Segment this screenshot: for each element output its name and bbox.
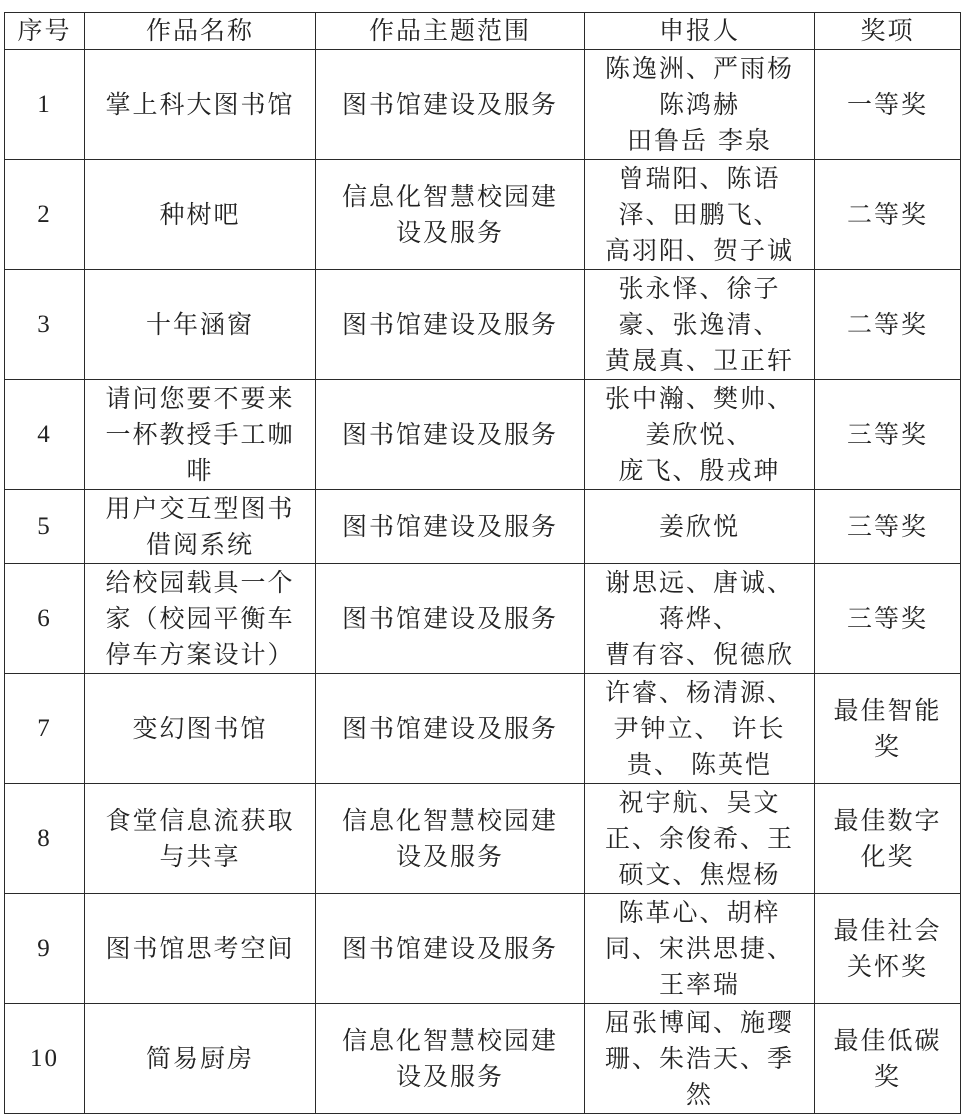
cell-theme-scope xyxy=(316,894,585,1004)
cell-applicants-line: 屈张博闻、施璎 xyxy=(604,1007,794,1037)
cell-applicants-line: 曹有容、倪德欣 xyxy=(604,639,794,669)
cell-work-name xyxy=(85,380,316,490)
cell-award-line: 关怀奖 xyxy=(846,951,928,981)
cell-applicants-line: 田鲁岳 李泉 xyxy=(627,125,772,155)
cell-applicants-line: 蒋烨、 xyxy=(658,603,740,633)
cell-work-name xyxy=(85,160,316,270)
cell-applicants-line: 然 xyxy=(685,1079,713,1109)
cell-award xyxy=(815,894,961,1004)
cell-theme-scope-line: 设及服务 xyxy=(395,217,504,247)
cell-number: 3 xyxy=(5,270,85,380)
cell-applicants xyxy=(585,160,815,270)
cell-theme-scope xyxy=(316,160,585,270)
cell-applicants-line: 高羽阳、贺子诚 xyxy=(604,235,794,265)
cell-applicants xyxy=(585,564,815,674)
cell-theme-scope-line: 信息化智慧校园建 xyxy=(341,1025,558,1055)
cell-award-line: 化奖 xyxy=(860,841,915,871)
cell-applicants-line: 同、宋洪思捷、 xyxy=(604,933,794,963)
cell-theme-scope xyxy=(316,1004,585,1114)
table-row xyxy=(5,490,961,564)
cell-theme-scope xyxy=(316,674,585,784)
table-row xyxy=(5,50,961,160)
cell-number: 9 xyxy=(5,894,85,1004)
cell-number: 2 xyxy=(5,160,85,270)
cell-work-name-line: 家（校园平衡车 xyxy=(105,603,295,633)
cell-theme-scope-line: 设及服务 xyxy=(395,1061,504,1091)
cell-number: 8 xyxy=(5,784,85,894)
cell-work-name-line: 十年涵窗 xyxy=(145,309,254,339)
cell-award xyxy=(815,490,961,564)
cell-number: 6 xyxy=(5,564,85,674)
cell-theme-scope xyxy=(316,784,585,894)
cell-applicants-line: 王率瑞 xyxy=(658,969,740,999)
cell-work-name xyxy=(85,270,316,380)
cell-award-line: 最佳数字 xyxy=(833,805,942,835)
cell-applicants-line: 庞飞、殷戎珅 xyxy=(618,455,781,485)
cell-work-name-line: 请问您要不要来 xyxy=(105,383,295,413)
cell-applicants-line: 许睿、杨清源、 xyxy=(604,677,794,707)
cell-applicants-line: 张永怿、徐子 xyxy=(618,273,781,303)
cell-theme-scope xyxy=(316,50,585,160)
table-header-row xyxy=(5,13,961,50)
awards-table xyxy=(4,12,961,1114)
cell-applicants-line: 曾瑞阳、陈语 xyxy=(618,163,781,193)
cell-work-name-line: 图书馆思考空间 xyxy=(105,933,295,963)
cell-applicants xyxy=(585,894,815,1004)
cell-work-name xyxy=(85,1004,316,1114)
cell-applicants xyxy=(585,380,815,490)
cell-work-name-line: 停车方案设计） xyxy=(105,639,295,669)
cell-applicants xyxy=(585,674,815,784)
header-work-name: 作品名称 xyxy=(85,13,316,50)
cell-theme-scope xyxy=(316,380,585,490)
cell-theme-scope-line: 信息化智慧校园建 xyxy=(341,181,558,211)
cell-number: 5 xyxy=(5,490,85,564)
cell-applicants-line: 贵、 陈英恺 xyxy=(627,749,772,779)
table-row xyxy=(5,380,961,490)
cell-award xyxy=(815,784,961,894)
cell-award-line: 三等奖 xyxy=(846,419,928,449)
table-row xyxy=(5,674,961,784)
cell-award xyxy=(815,380,961,490)
cell-theme-scope-line: 图书馆建设及服务 xyxy=(341,713,558,743)
cell-theme-scope xyxy=(316,564,585,674)
cell-number: 10 xyxy=(5,1004,85,1114)
cell-award xyxy=(815,1004,961,1114)
cell-applicants-line: 张中瀚、樊帅、 xyxy=(604,383,794,413)
cell-applicants-line: 祝宇航、吴文 xyxy=(618,787,781,817)
cell-work-name-line: 给校园载具一个 xyxy=(105,567,295,597)
cell-theme-scope-line: 设及服务 xyxy=(395,841,504,871)
cell-applicants-line: 黄晟真、卫正轩 xyxy=(604,345,794,375)
cell-award xyxy=(815,674,961,784)
table-row xyxy=(5,784,961,894)
cell-theme-scope-line: 图书馆建设及服务 xyxy=(341,309,558,339)
cell-applicants-line: 珊、朱浩天、季 xyxy=(604,1043,794,1073)
cell-work-name-line: 一杯教授手工咖 xyxy=(105,419,295,449)
cell-work-name-line: 与共享 xyxy=(159,841,241,871)
cell-work-name-line: 啡 xyxy=(186,455,214,485)
cell-theme-scope-line: 信息化智慧校园建 xyxy=(341,805,558,835)
cell-work-name-line: 用户交互型图书 xyxy=(105,493,295,523)
cell-applicants-line: 陈逸洲、严雨杨 xyxy=(604,53,794,83)
header-award: 奖项 xyxy=(815,13,961,50)
table-row xyxy=(5,564,961,674)
cell-award-line: 最佳智能 xyxy=(833,695,942,725)
cell-work-name-line: 掌上科大图书馆 xyxy=(105,89,295,119)
cell-work-name-line: 简易厨房 xyxy=(145,1043,254,1073)
cell-applicants xyxy=(585,50,815,160)
header-applicants: 申报人 xyxy=(585,13,815,50)
cell-theme-scope-line: 图书馆建设及服务 xyxy=(341,603,558,633)
cell-award-line: 二等奖 xyxy=(846,199,928,229)
cell-applicants-line: 硕文、焦煜杨 xyxy=(618,859,781,889)
table-row xyxy=(5,160,961,270)
cell-theme-scope xyxy=(316,270,585,380)
cell-applicants-line: 陈鸿赫 xyxy=(658,89,740,119)
header-theme-scope: 作品主题范围 xyxy=(316,13,585,50)
cell-award-line: 三等奖 xyxy=(846,603,928,633)
cell-award-line: 最佳低碳 xyxy=(833,1025,942,1055)
cell-work-name xyxy=(85,50,316,160)
cell-work-name-line: 变幻图书馆 xyxy=(132,713,268,743)
cell-applicants-line: 正、余俊希、王 xyxy=(604,823,794,853)
cell-award-line: 最佳社会 xyxy=(833,915,942,945)
cell-applicants-line: 姜欣悦、 xyxy=(645,419,754,449)
cell-applicants-line: 豪、张逸清、 xyxy=(618,309,781,339)
cell-award-line: 三等奖 xyxy=(846,511,928,541)
cell-award xyxy=(815,270,961,380)
header-number: 序号 xyxy=(5,13,85,50)
cell-number: 7 xyxy=(5,674,85,784)
cell-award xyxy=(815,564,961,674)
cell-work-name xyxy=(85,564,316,674)
cell-applicants-line: 泽、田鹏飞、 xyxy=(618,199,781,229)
cell-applicants xyxy=(585,784,815,894)
cell-award xyxy=(815,160,961,270)
cell-work-name-line: 种树吧 xyxy=(159,199,241,229)
cell-work-name xyxy=(85,784,316,894)
cell-theme-scope-line: 图书馆建设及服务 xyxy=(341,419,558,449)
cell-applicants xyxy=(585,1004,815,1114)
cell-work-name xyxy=(85,894,316,1004)
table-row xyxy=(5,894,961,1004)
cell-award-line: 二等奖 xyxy=(846,309,928,339)
cell-applicants xyxy=(585,490,815,564)
table-row xyxy=(5,1004,961,1114)
cell-award-line: 奖 xyxy=(873,731,901,761)
cell-work-name xyxy=(85,490,316,564)
cell-applicants-line: 姜欣悦 xyxy=(658,511,740,541)
cell-award xyxy=(815,50,961,160)
cell-number: 4 xyxy=(5,380,85,490)
cell-number: 1 xyxy=(5,50,85,160)
cell-theme-scope-line: 图书馆建设及服务 xyxy=(341,511,558,541)
cell-theme-scope-line: 图书馆建设及服务 xyxy=(341,89,558,119)
cell-applicants xyxy=(585,270,815,380)
cell-applicants-line: 陈革心、胡梓 xyxy=(618,897,781,927)
cell-applicants-line: 谢思远、唐诚、 xyxy=(604,567,794,597)
cell-work-name-line: 借阅系统 xyxy=(145,529,254,559)
cell-work-name-line: 食堂信息流获取 xyxy=(105,805,295,835)
cell-award-line: 一等奖 xyxy=(846,89,928,119)
cell-theme-scope xyxy=(316,490,585,564)
table-row xyxy=(5,270,961,380)
cell-award-line: 奖 xyxy=(873,1061,901,1091)
cell-theme-scope-line: 图书馆建设及服务 xyxy=(341,933,558,963)
table-body xyxy=(5,50,961,1114)
cell-applicants-line: 尹钟立、 许长 xyxy=(613,713,786,743)
cell-work-name xyxy=(85,674,316,784)
